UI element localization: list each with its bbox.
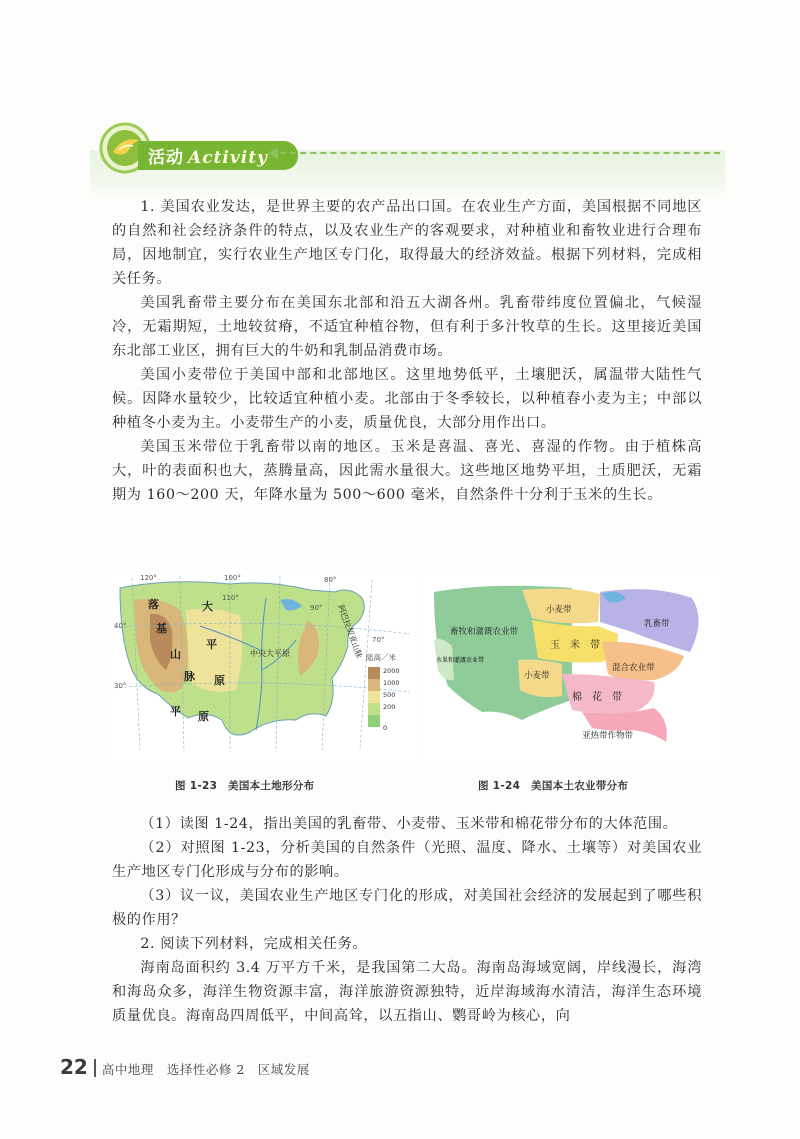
page-footer bbox=[60, 1055, 310, 1079]
task-question-3: （3）议一议，美国农业生产地区专门化的形成，对美国社会经济的发展起到了哪些积极的作用？ bbox=[112, 888, 702, 928]
lon-tick: 110° bbox=[222, 594, 239, 602]
terrain-label: 平 bbox=[170, 705, 181, 718]
section1-paragraph-2: 美国乳畜带主要分布在美国东北部和沿五大湖各州。乳畜带纬度位置偏北，气候湿冷，无霜期短，土地较贫瘠，不适宜种植谷物，但有利于多汁牧草的生长。这里接近美国东北部工业区，拥有巨大的牛奶和乳制品消费市场。 bbox=[112, 295, 702, 359]
section1-paragraph-1: 1. 美国农业发达，是世界主要的农产品出口国。在农业生产方面，美国根据不同地区的自然和社会经济条件的特点，以及农业生产的客观要求，对种植业和畜牧业进行合理布局，因地制宜，实行农业生产地区专门化，取得最大的经济效益。根据下列材料，完成相关任务。 bbox=[112, 199, 702, 287]
legend-swatch bbox=[368, 703, 380, 715]
page-number: 22 bbox=[60, 1055, 88, 1079]
terrain-label: 原 bbox=[214, 674, 225, 687]
zone-label-cotton: 棉 花 带 bbox=[572, 692, 622, 703]
activity-title-cn: 活动 bbox=[148, 148, 184, 168]
legend-swatch bbox=[368, 667, 380, 679]
legend-level: 2000 bbox=[383, 667, 400, 675]
section2-paragraph-1: 海南岛面积约 3.4 万平方千米，是我国第二大岛。海南岛海域宽阔，岸线漫长，海湾和海岛众多，海洋生物资源丰富，海洋旅游资源独特，近岸海域海水清洁，海洋生态环境质量优良。海南岛四周低平，中间高耸，以五指山、鹦哥岭为核心，向 bbox=[112, 960, 702, 1024]
activity-title-en: Activity bbox=[188, 148, 268, 168]
zone-label-corn: 玉 米 带 bbox=[550, 640, 600, 651]
legend-swatch bbox=[368, 715, 380, 727]
terrain-label: 平 bbox=[206, 638, 217, 651]
section1-text bbox=[112, 195, 702, 507]
header-arrow-icon bbox=[268, 147, 278, 159]
figure-1-24-caption: 图 1-24 美国本土农业带分布 bbox=[478, 780, 629, 792]
appalachian-label: 阿巴拉契亚山脉 bbox=[336, 603, 364, 660]
zone-label-wheat-south: 小麦带 bbox=[524, 671, 550, 681]
terrain-label: 落 bbox=[148, 598, 159, 611]
legend-title: 陆高／米 bbox=[366, 653, 396, 662]
legend-level: 500 bbox=[383, 691, 396, 699]
zone-label-range: 畜牧和灌溉农业带 bbox=[450, 627, 519, 637]
zone-label-subtropical: 亚热带作物带 bbox=[582, 731, 634, 741]
footer-separator bbox=[94, 1059, 96, 1077]
zone-label-wheat-north: 小麦带 bbox=[546, 605, 572, 615]
header-dashed-line bbox=[280, 152, 720, 154]
lon-tick: 100° bbox=[224, 574, 241, 582]
task-question-1: （1）读图 1-24，指出美国的乳畜带、小麦带、玉米带和棉花带分布的大体范围。 bbox=[140, 816, 678, 832]
lat-tick: 30° bbox=[114, 682, 127, 690]
terrain-map bbox=[110, 570, 416, 760]
zone-label-west: 水果和灌溉农业带 bbox=[436, 657, 485, 664]
lat-tick: 40° bbox=[114, 622, 127, 630]
tasks-and-section2 bbox=[112, 812, 702, 1028]
lon-tick: 90° bbox=[310, 604, 323, 612]
terrain-label: 基 bbox=[156, 622, 167, 635]
zone-label-dairy: 乳畜带 bbox=[644, 619, 670, 629]
zone-label-mixed: 混合农业带 bbox=[612, 663, 655, 673]
terrain-label: 山 bbox=[170, 648, 181, 661]
lon-tick: 120° bbox=[140, 574, 157, 582]
legend-swatch bbox=[368, 679, 380, 691]
terrain-label: 脉 bbox=[184, 670, 195, 683]
legend-level: 200 bbox=[383, 703, 396, 711]
lon-tick: 80° bbox=[324, 576, 337, 584]
task-question-2: （2）对照图 1-23，分析美国的自然条件（光照、温度、降水、土壤等）对美国农业生产地区专门化形成与分布的影响。 bbox=[112, 840, 702, 880]
figure-1-23-caption: 图 1-23 美国本土地形分布 bbox=[175, 780, 315, 792]
terrain-label: 大 bbox=[202, 600, 213, 613]
legend-swatch bbox=[368, 691, 380, 703]
section1-paragraph-3: 美国小麦带位于美国中部和北部地区。这里地势低平，土壤肥沃，属温带大陆性气候。因降水量较少，比较适宜种植小麦。北部由于冬季较长，以种植春小麦为主；中部以种植冬小麦为主。小麦带生产的小麦，质量优良，大部分用作出口。 bbox=[112, 367, 702, 431]
lon-tick: 70° bbox=[372, 636, 385, 644]
section1-paragraph-4: 美国玉米带位于乳畜带以南的地区。玉米是喜温、喜光、喜湿的作物。由于植株高大，叶的表面积也大，蒸腾量高，因此需水量很大。这些地区地势平坦，土质肥沃，无霜期为 160～200 天，年降水量为 500～600 毫米，自然条件十分利于玉米的生长。 bbox=[112, 439, 702, 503]
section2-heading: 2. 阅读下列材料，完成相关任务。 bbox=[140, 936, 368, 952]
book-title: 高中地理 选择性必修 2 区域发展 bbox=[101, 1062, 310, 1077]
terrain-label: 原 bbox=[198, 710, 209, 723]
central-plain-label: 中央大平原 bbox=[250, 649, 290, 658]
legend-level: 0 bbox=[383, 724, 388, 732]
agriculture-belts-map bbox=[422, 570, 722, 760]
legend-level: 1000 bbox=[383, 679, 400, 687]
